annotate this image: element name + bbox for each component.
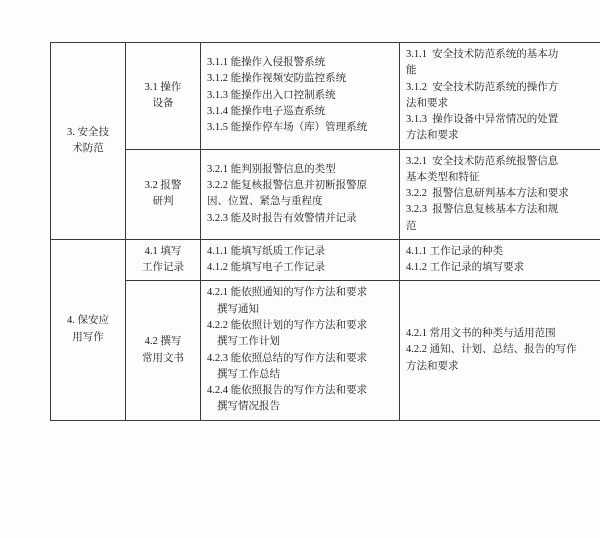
skill-line: 3.2.3 能及时报告有效警情并记录 — [207, 212, 357, 224]
skills-cell-3-1 — [201, 43, 400, 150]
knowledge-line: 4.1.2 工作记录的填写要求 — [406, 262, 525, 274]
skill-line: 撰写工作总结 — [217, 368, 280, 380]
knowledge-cell-4-2 — [400, 281, 600, 420]
knowledge-line: 能 — [406, 65, 417, 77]
skill-line: 4.2.1 能依照通知的写作方法和要求 — [207, 287, 368, 299]
competency-table — [50, 42, 600, 421]
skills-cell-3-2 — [201, 149, 400, 239]
subitem-label-3-1-line-2: 设备 — [152, 97, 174, 109]
knowledge-line: 范 — [406, 220, 417, 232]
knowledge-line: 3.1.2 安全技术防范系统的操作方 — [406, 81, 559, 93]
table-row — [51, 149, 600, 239]
skill-line: 3.1.4 能操作电子巡查系统 — [207, 105, 326, 117]
skill-line: 3.1.3 能操作出入口控制系统 — [207, 89, 336, 101]
row-group-label-4 — [51, 239, 126, 420]
table-row — [51, 43, 600, 150]
table-row — [51, 281, 600, 420]
skill-line: 4.2.3 能依照总结的写作方法和要求 — [207, 352, 368, 364]
skill-line: 因、位置、紧急与重程度 — [207, 196, 323, 208]
skill-line: 撰写情况报告 — [217, 401, 280, 413]
skill-line: 4.1.1 能填写纸质工作记录 — [207, 245, 326, 257]
skill-line: 3.2.1 能判别报警信息的类型 — [207, 163, 336, 175]
skill-line: 3.1.2 能操作视频安防监控系统 — [207, 73, 347, 85]
knowledge-cell-3-1 — [400, 43, 600, 150]
row-group-label-4-line-1: 4. 保安应 — [67, 315, 109, 327]
skill-line: 4.1.2 能填写电子工作记录 — [207, 262, 326, 274]
knowledge-line: 3.1.1 安全技术防范系统的基本功 — [406, 49, 559, 60]
subitem-label-3-1-line-1: 3.1 操作 — [144, 81, 182, 93]
knowledge-line: 4.2.2 通知、计划、总结、报告的写作 — [406, 344, 577, 356]
knowledge-line: 方法和要求 — [406, 360, 459, 372]
subitem-label-4-2-line-1: 4.2 撰写 — [144, 336, 182, 348]
skills-cell-4-2 — [201, 281, 400, 420]
row-group-label-4-line-2: 用写作 — [72, 331, 104, 343]
subitem-label-4-1 — [126, 239, 201, 281]
knowledge-cell-3-2 — [400, 149, 600, 239]
subitem-label-4-2-line-2: 常用文书 — [142, 352, 184, 364]
subitem-label-3-2-line-2: 研判 — [152, 196, 174, 208]
skill-line: 3.1.5 能操作停车场（库）管理系统 — [207, 122, 368, 134]
knowledge-line: 3.2.1 安全技术防范系统报警信息 — [406, 155, 559, 167]
knowledge-cell-4-1 — [400, 239, 600, 281]
table-row — [51, 239, 600, 281]
knowledge-line: 4.2.1 常用文书的种类与适用范围 — [406, 328, 556, 340]
subitem-label-3-1 — [126, 43, 201, 150]
skill-line: 3.2.2 能复核报警信息并初断报警原 — [207, 179, 368, 191]
row-group-label-3-line-2: 术防范 — [72, 142, 104, 154]
subitem-label-4-1-line-1: 4.1 填写 — [144, 245, 182, 257]
knowledge-line: 基本类型和特征 — [406, 171, 480, 183]
row-group-label-3-line-1: 3. 安全技 — [67, 126, 109, 138]
skill-line: 撰写工作计划 — [217, 336, 280, 348]
knowledge-line: 4.1.1 工作记录的种类 — [406, 245, 504, 257]
knowledge-line: 3.2.2 报警信息研判基本方法和要求 — [406, 188, 569, 200]
knowledge-line: 方法和要求 — [406, 130, 459, 142]
subitem-label-3-2 — [126, 149, 201, 239]
subitem-label-3-2-line-1: 3.2 报警 — [144, 179, 182, 191]
subitem-label-4-2 — [126, 281, 201, 420]
skill-line: 撰写通知 — [217, 303, 259, 315]
row-group-label-3 — [51, 43, 126, 240]
knowledge-line: 法和要求 — [406, 97, 448, 109]
knowledge-line: 3.1.3 操作设备中异常情况的处置 — [406, 114, 559, 126]
skill-line: 4.2.4 能依照报告的写作方法和要求 — [207, 385, 368, 397]
knowledge-line: 3.2.3 报警信息复核基本方法和规 — [406, 204, 559, 216]
subitem-label-4-1-line-2: 工作记录 — [142, 262, 184, 274]
skills-cell-4-1 — [201, 239, 400, 281]
skill-line: 4.2.2 能依照计划的写作方法和要求 — [207, 319, 368, 331]
skill-line: 3.1.1 能操作入侵报警系统 — [207, 57, 326, 69]
